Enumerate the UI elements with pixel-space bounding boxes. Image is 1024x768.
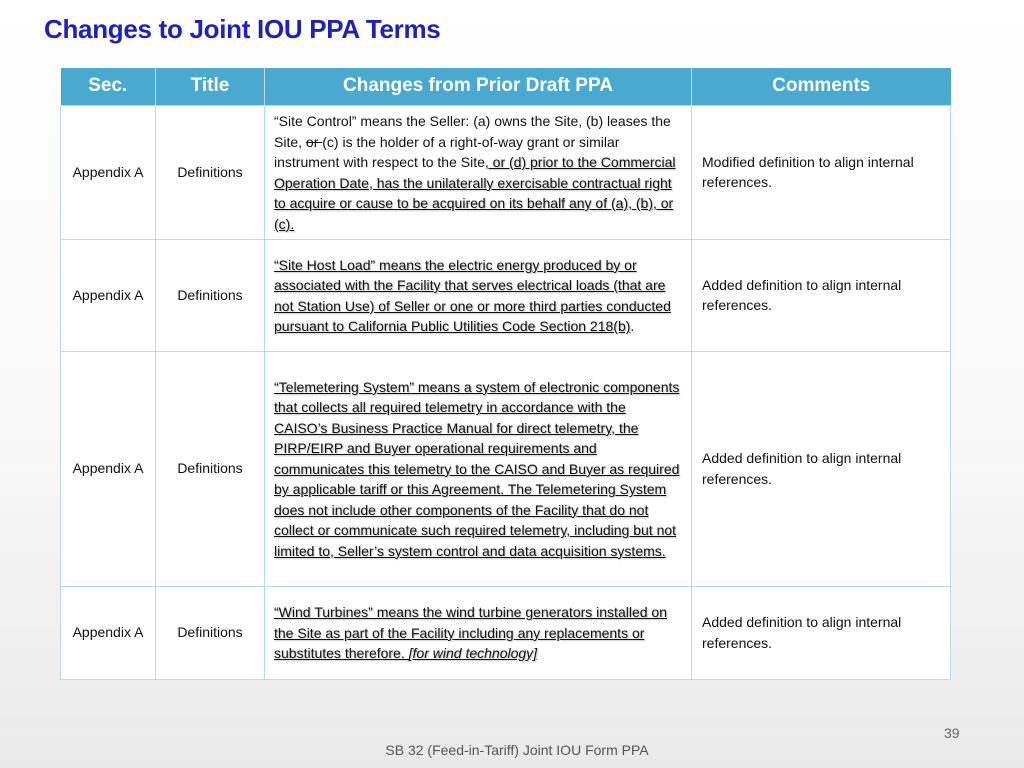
change-insertion: “Site Host Load” means the electric energy produced by or associated with the Facility that serves electrical loads (that are not Station Use) of Seller or one or more third parties conducted pursuant to California Public Utilities Code Section 218(b) (274, 256, 671, 334)
change-strikethrough: or (305, 133, 323, 150)
row-comment: Added definition to align internal references. (692, 240, 951, 352)
row-title: Definitions (156, 587, 265, 680)
header-changes: Changes from Prior Draft PPA (265, 68, 692, 106)
row-change (265, 106, 692, 240)
row-section: Appendix A (61, 106, 156, 240)
row-comment: Added definition to align internal references. (692, 587, 951, 680)
header-title: Title (156, 68, 265, 106)
page-number: 39 (944, 725, 960, 741)
row-change (265, 240, 692, 352)
changes-table (60, 68, 951, 680)
row-section: Appendix A (61, 587, 156, 680)
row-comment: Added definition to align internal references. (692, 352, 951, 587)
row-section: Appendix A (61, 240, 156, 352)
change-insertion: “Wind Turbines” means the wind turbine generators installed on the Site as part of the Facility including any replacements or substitutes therefore. (274, 604, 667, 662)
header-sec: Sec. (61, 68, 156, 106)
change-insertion-italic: [for wind technology] (408, 645, 538, 662)
change-text: “Site Control” means the Seller: (a) owns the Site, (b) leases the Site, (274, 113, 671, 150)
table-header-row (61, 68, 951, 106)
change-insertion: , or (d) prior to the Commercial Operation Date, has the unilaterally exercisable contractual right to acquire or cause to be acquired on its behalf any of (a), (b), or (c). (274, 154, 676, 232)
slide-title: Changes to Joint IOU PPA Terms (44, 14, 441, 44)
row-comment: Modified definition to align internal references. (692, 106, 951, 240)
table-row (61, 587, 951, 680)
row-title: Definitions (156, 106, 265, 240)
change-text: . (630, 318, 635, 334)
header-comments: Comments (692, 68, 951, 106)
slide-footer: SB 32 (Feed-in-Tariff) Joint IOU Form PPA (385, 742, 649, 758)
change-text: (c) is the holder of a right-of-way grant or similar instrument with respect to the Site (274, 133, 620, 170)
row-section: Appendix A (61, 352, 156, 587)
row-title: Definitions (156, 240, 265, 352)
row-title: Definitions (156, 352, 265, 587)
row-change (265, 352, 692, 587)
table-row (61, 106, 951, 240)
table-row (61, 240, 951, 352)
table-row (61, 352, 951, 587)
row-change (265, 587, 692, 680)
change-insertion: “Telemetering System” means a system of electronic components that collects all required telemetry in accordance with the CAISO’s Business Practice Manual for direct telemetry, the PIRP/EIRP and Buyer operational requirements and communicates this telemetry to the CAISO and Buyer as required by applicable tariff or this Agreement. The Telemetering System does not include other components of the Facility that do not collect or communicate such required telemetry, including but not limited to, Seller’s system control and data acquisition systems. (274, 378, 680, 559)
